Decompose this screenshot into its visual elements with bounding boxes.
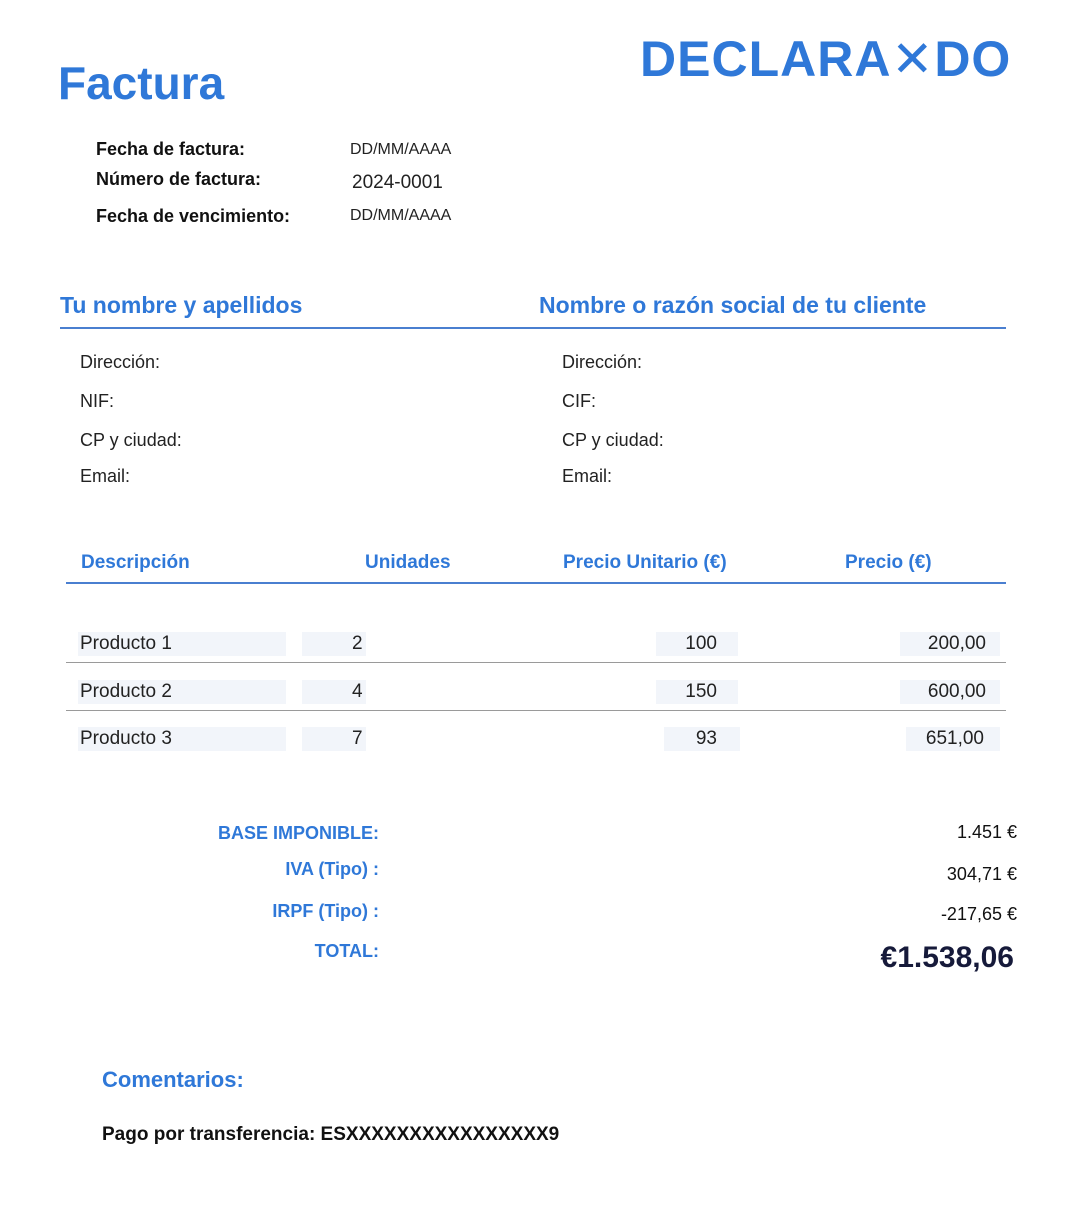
row-divider	[66, 710, 1006, 711]
row1-descripcion: Producto 1	[80, 633, 172, 654]
row2-descripcion: Producto 2	[80, 681, 172, 702]
total-label: TOTAL:	[314, 941, 379, 961]
irpf-value: -217,65 €	[940, 904, 1017, 924]
fecha-vencimiento-label: Fecha de vencimiento:	[96, 206, 291, 226]
cliente-cif: CIF:	[562, 391, 596, 411]
row1-precio-unitario: 100	[685, 633, 717, 654]
fecha-factura-label: Fecha de factura:	[96, 139, 246, 159]
row3-descripcion: Producto 3	[80, 728, 172, 749]
emisor-heading: Tu nombre y apellidos	[60, 292, 303, 318]
row3-precio: 651,00	[925, 728, 984, 749]
row2-precio: 600,00	[927, 681, 986, 702]
th-precio: Precio (€)	[845, 552, 932, 573]
cliente-heading: Nombre o razón social de tu cliente	[539, 292, 927, 318]
iva-value: 304,71 €	[946, 864, 1017, 884]
emisor-nif: NIF:	[80, 391, 114, 411]
row1-unidades: 2	[352, 633, 363, 654]
emisor-direccion: Dirección:	[80, 352, 161, 372]
th-precio-unitario: Precio Unitario (€)	[563, 552, 727, 573]
parties-divider	[60, 327, 1006, 329]
iva-label: IVA (Tipo) :	[285, 859, 379, 879]
base-imponible-label: BASE IMPONIBLE:	[217, 823, 379, 843]
row3-unidades: 7	[352, 728, 363, 749]
fecha-vencimiento-value: DD/MM/AAAA	[350, 207, 452, 224]
row2-unidades: 4	[352, 681, 363, 702]
irpf-label: IRPF (Tipo) :	[272, 901, 379, 921]
row1-precio: 200,00	[927, 633, 986, 654]
base-imponible-value: 1.451 €	[956, 822, 1017, 842]
cliente-direccion: Dirección:	[562, 352, 643, 372]
row3-precio-unitario: 93	[695, 728, 717, 749]
row-divider	[66, 662, 1006, 663]
cliente-email: Email:	[562, 466, 613, 486]
comentarios-text: Pago por transferencia: ESXXXXXXXXXXXXXXXX9	[102, 1124, 560, 1145]
total-value: €1.538,06	[880, 941, 1014, 974]
emisor-email: Email:	[80, 466, 131, 486]
th-unidades: Unidades	[365, 552, 451, 573]
comentarios-heading: Comentarios:	[102, 1067, 244, 1092]
brand-logo: DECLARA✕DO	[640, 31, 1012, 87]
numero-factura-label: Número de factura:	[96, 169, 262, 189]
emisor-cp: CP y ciudad:	[80, 430, 182, 450]
row2-precio-unitario: 150	[685, 681, 717, 702]
fecha-factura-value: DD/MM/AAAA	[350, 141, 452, 158]
th-descripcion: Descripción	[81, 552, 190, 573]
cliente-cp: CP y ciudad:	[562, 430, 664, 450]
numero-factura-value: 2024-0001	[352, 172, 443, 193]
table-header-divider	[66, 582, 1006, 584]
page-title: Factura	[58, 57, 225, 109]
